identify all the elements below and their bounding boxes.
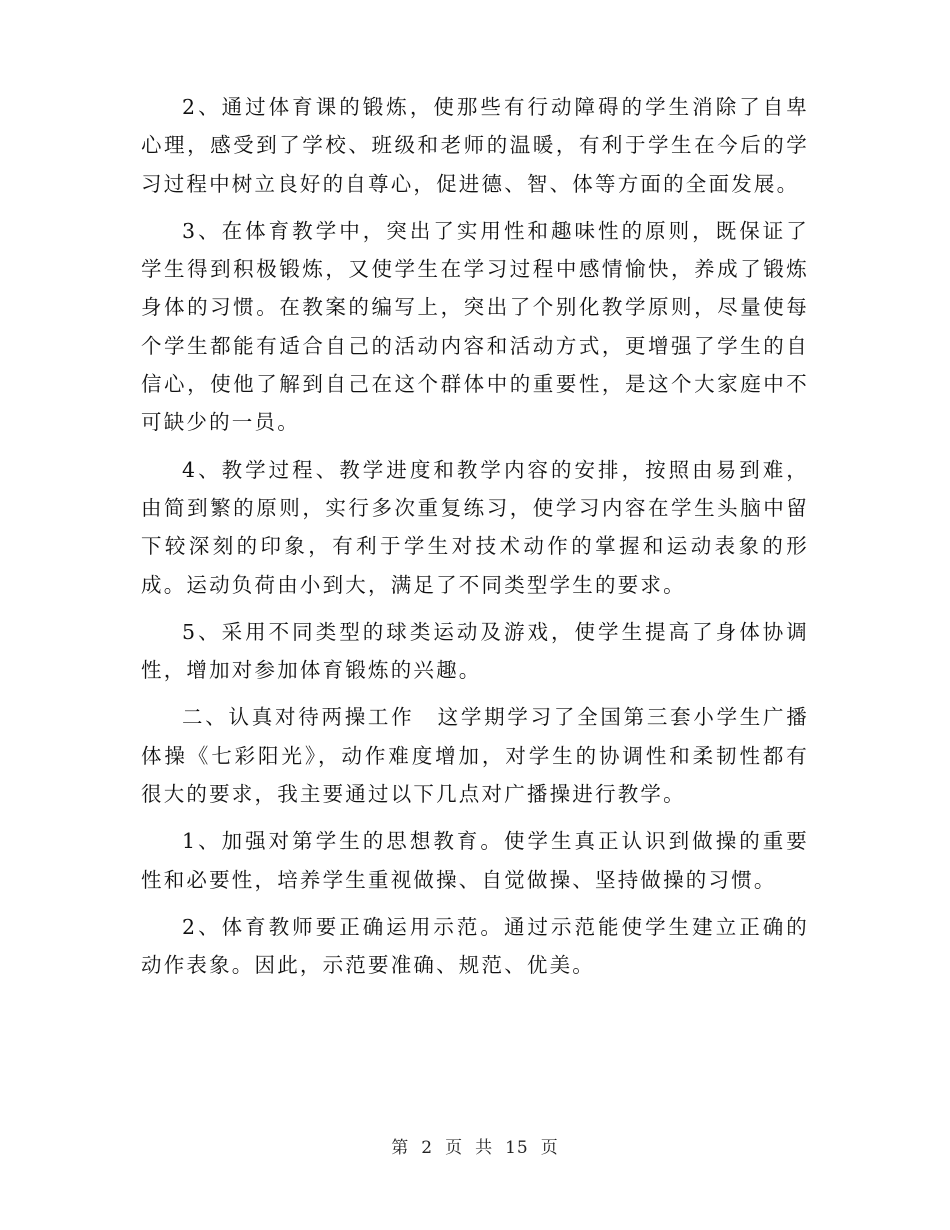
paragraph-2: 3、在体育教学中，突出了实用性和趣味性的原则，既保证了学生得到积极锻炼，又使学生在学习过程中感情愉快，养成了锻炼身体的习惯。在教案的编写上，突出了个别化教学原则，尽量使每个学生都能有适合自己的活动内容和活动方式，更增强了学生的自信心，使他了解到自己在这个群体中的重要性，是这个大家庭中不可缺少的一员。 [141,218,809,435]
paragraph-3: 4、教学过程、教学进度和教学内容的安排，按照由易到难，由简到繁的原则，实行多次重复练习，使学习内容在学生头脑中留下较深刻的印象，有利于学生对技术动作的掌握和运动表象的形成。运动负荷由小到大，满足了不同类型学生的要求。 [141,457,809,597]
page-label: 第 [391,1138,410,1158]
paragraph-1: 2、通过体育课的锻炼，使那些有行动障碍的学生消除了自卑心理，感受到了学校、班级和老师的温暖，有利于学生在今后的学习过程中树立良好的自尊心，促进德、智、体等方面的全面发展。 [141,95,809,196]
total-unit: 页 [540,1138,559,1158]
paragraph-6: 1、加强对第学生的思想教育。使学生真正认识到做操的重要性和必要性，培养学生重视做操、自觉做操、坚持做操的习惯。 [141,829,809,892]
page-footer [0,1133,950,1158]
paragraph-7: 2、体育教师要正确运用示范。通过示范能使学生建立正确的动作表象。因此，示范要准确、规范、优美。 [141,914,809,978]
paragraph-4: 5、采用不同类型的球类运动及游戏，使学生提高了身体协调性，增加对参加体育锻炼的兴趣。 [141,619,809,683]
paragraph-5: 二、认真对待两操工作 这学期学习了全国第三套小学生广播体操《七彩阳光》，动作难度增加，对学生的协调性和柔韧性都有很大的要求，我主要通过以下几点对广播操进行教学。 [141,705,809,807]
current-page-number: 2 [421,1138,434,1158]
page-unit: 页 [445,1138,464,1158]
total-pages-number: 15 [505,1138,529,1158]
document-body [141,88,809,994]
total-label: 共 [475,1138,494,1158]
